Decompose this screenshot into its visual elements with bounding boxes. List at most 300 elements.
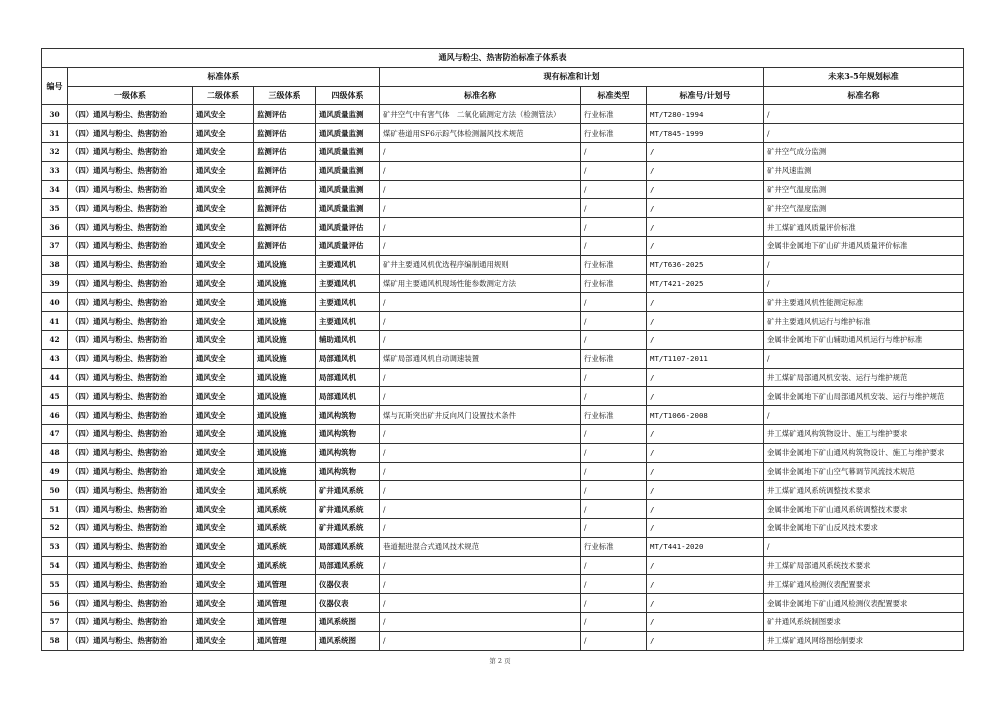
planned-standard-cell: 金属非金属地下矿山辅助通风机运行与维护标准 [764, 330, 964, 349]
row-number: 58 [42, 631, 68, 650]
level1-cell: （四）通风与粉尘、热害防治 [68, 462, 193, 481]
level4-cell: 通风质量监测 [316, 142, 380, 161]
level4-cell: 通风质量评估 [316, 236, 380, 255]
standard-type-cell: / [581, 387, 647, 406]
level4-cell: 通风质量监测 [316, 199, 380, 218]
row-number: 54 [42, 556, 68, 575]
standard-type-cell: / [581, 462, 647, 481]
table-row [42, 236, 964, 255]
column-header: 标准类型 [581, 86, 647, 105]
standard-name-cell: 矿井主要通风机优选程序编制通用规则 [380, 255, 581, 274]
row-number: 40 [42, 293, 68, 312]
table-row [42, 199, 964, 218]
level1-cell: （四）通风与粉尘、热害防治 [68, 199, 193, 218]
level1-cell: （四）通风与粉尘、热害防治 [68, 594, 193, 613]
row-number: 50 [42, 481, 68, 500]
table-row [42, 612, 964, 631]
standards-table [41, 48, 964, 651]
level4-cell: 通风系统图 [316, 631, 380, 650]
level2-cell: 通风安全 [193, 312, 254, 331]
table-row [42, 180, 964, 199]
level2-cell: 通风安全 [193, 537, 254, 556]
standard-name-cell: / [380, 594, 581, 613]
standard-type-cell: 行业标准 [581, 406, 647, 425]
table-row [42, 631, 964, 650]
table-row [42, 387, 964, 406]
row-number: 52 [42, 518, 68, 537]
level1-cell: （四）通风与粉尘、热害防治 [68, 330, 193, 349]
row-number: 53 [42, 537, 68, 556]
standard-code-cell: / [647, 612, 764, 631]
standard-name-cell: / [380, 481, 581, 500]
planned-standard-cell: 井工煤矿通风网络图绘制要求 [764, 631, 964, 650]
planned-standard-cell: 矿井通风系统制图要求 [764, 612, 964, 631]
planned-standard-cell: 矿井主要通风机运行与维护标准 [764, 312, 964, 331]
level1-cell: （四）通风与粉尘、热害防治 [68, 424, 193, 443]
planned-standard-cell: 矿井主要通风机性能测定标准 [764, 293, 964, 312]
standard-code-cell: MT/T441-2020 [647, 537, 764, 556]
level3-cell: 监测评估 [254, 142, 316, 161]
level4-cell: 辅助通风机 [316, 330, 380, 349]
standard-type-cell: 行业标准 [581, 124, 647, 143]
standard-code-cell: / [647, 387, 764, 406]
standard-type-cell: / [581, 594, 647, 613]
planned-standard-cell: / [764, 349, 964, 368]
standard-code-cell: MT/T636-2025 [647, 255, 764, 274]
standard-type-cell: / [581, 180, 647, 199]
table-row [42, 274, 964, 293]
row-number: 36 [42, 218, 68, 237]
standard-type-cell: / [581, 481, 647, 500]
standard-name-cell: 煤与瓦斯突出矿井反向风门设置技术条件 [380, 406, 581, 425]
standard-code-cell: / [647, 518, 764, 537]
table-row [42, 293, 964, 312]
table-title: 通风与粉尘、热害防治标准子体系表 [42, 49, 964, 68]
row-number: 34 [42, 180, 68, 199]
standard-type-cell: / [581, 142, 647, 161]
standard-code-cell: / [647, 368, 764, 387]
planned-standard-cell: 金属非金属地下矿山空气幕调节风流技术规范 [764, 462, 964, 481]
standard-name-cell: / [380, 142, 581, 161]
level1-cell: （四）通风与粉尘、热害防治 [68, 368, 193, 387]
standard-name-cell: / [380, 293, 581, 312]
level2-cell: 通风安全 [193, 594, 254, 613]
level4-cell: 通风质量监测 [316, 180, 380, 199]
level1-cell: （四）通风与粉尘、热害防治 [68, 274, 193, 293]
level3-cell: 监测评估 [254, 236, 316, 255]
table-row [42, 537, 964, 556]
level4-cell: 主要通风机 [316, 293, 380, 312]
planned-standard-cell: / [764, 255, 964, 274]
level3-cell: 通风系统 [254, 518, 316, 537]
standard-code-cell: MT/T845-1999 [647, 124, 764, 143]
standard-code-cell: / [647, 236, 764, 255]
level1-cell: （四）通风与粉尘、热害防治 [68, 481, 193, 500]
standard-name-cell: / [380, 556, 581, 575]
column-header: 一级体系 [68, 86, 193, 105]
planned-standard-cell: / [764, 105, 964, 124]
level2-cell: 通风安全 [193, 236, 254, 255]
level2-cell: 通风安全 [193, 443, 254, 462]
standard-type-cell: 行业标准 [581, 274, 647, 293]
row-number: 51 [42, 500, 68, 519]
planned-standard-cell: 金属非金属地下矿山通风系统调整技术要求 [764, 500, 964, 519]
level1-cell: （四）通风与粉尘、热害防治 [68, 312, 193, 331]
planned-standard-cell: / [764, 537, 964, 556]
level3-cell: 监测评估 [254, 105, 316, 124]
column-header: 四级体系 [316, 86, 380, 105]
table-row [42, 575, 964, 594]
level1-cell: （四）通风与粉尘、热害防治 [68, 443, 193, 462]
level1-cell: （四）通风与粉尘、热害防治 [68, 387, 193, 406]
level3-cell: 通风设施 [254, 255, 316, 274]
standard-type-cell: / [581, 368, 647, 387]
level2-cell: 通风安全 [193, 180, 254, 199]
level3-cell: 监测评估 [254, 199, 316, 218]
row-number: 45 [42, 387, 68, 406]
existing-standards-header: 现有标准和计划 [380, 67, 764, 86]
table-row [42, 330, 964, 349]
row-number: 31 [42, 124, 68, 143]
planned-standard-cell: 矿井风速监测 [764, 161, 964, 180]
standard-type-cell: / [581, 518, 647, 537]
table-row [42, 312, 964, 331]
level3-cell: 通风管理 [254, 612, 316, 631]
level3-cell: 通风设施 [254, 424, 316, 443]
standard-type-cell: / [581, 612, 647, 631]
level2-cell: 通风安全 [193, 274, 254, 293]
page-number: 第 2 页 [489, 657, 511, 665]
planned-standard-cell: 井工煤矿通风质量评价标准 [764, 218, 964, 237]
level4-cell: 通风构筑物 [316, 443, 380, 462]
standard-code-cell: / [647, 424, 764, 443]
standard-name-cell: / [380, 612, 581, 631]
standard-code-cell: / [647, 556, 764, 575]
level4-cell: 主要通风机 [316, 274, 380, 293]
planned-standard-cell: 井工煤矿局部通风机安装、运行与维护规范 [764, 368, 964, 387]
level4-cell: 通风质量评估 [316, 218, 380, 237]
level4-cell: 矿井通风系统 [316, 481, 380, 500]
column-header: 三级体系 [254, 86, 316, 105]
standard-code-cell: / [647, 312, 764, 331]
standard-type-cell: 行业标准 [581, 537, 647, 556]
level1-cell: （四）通风与粉尘、热害防治 [68, 612, 193, 631]
standard-name-cell: / [380, 575, 581, 594]
standard-code-cell: / [647, 575, 764, 594]
level3-cell: 通风设施 [254, 312, 316, 331]
row-number: 41 [42, 312, 68, 331]
planned-standard-cell: / [764, 406, 964, 425]
table-row [42, 500, 964, 519]
level1-cell: （四）通风与粉尘、热害防治 [68, 518, 193, 537]
standard-code-cell: / [647, 199, 764, 218]
row-number: 37 [42, 236, 68, 255]
standard-type-cell: / [581, 556, 647, 575]
planned-standard-cell: 矿井空气成分监测 [764, 142, 964, 161]
level2-cell: 通风安全 [193, 462, 254, 481]
standard-code-cell: / [647, 594, 764, 613]
planned-standard-cell: / [764, 124, 964, 143]
standard-name-cell: / [380, 312, 581, 331]
standard-name-cell: / [380, 387, 581, 406]
planned-standard-cell: 井工煤矿局部通风系统技术要求 [764, 556, 964, 575]
level3-cell: 通风设施 [254, 349, 316, 368]
row-number: 46 [42, 406, 68, 425]
level2-cell: 通风安全 [193, 424, 254, 443]
level2-cell: 通风安全 [193, 218, 254, 237]
row-number: 39 [42, 274, 68, 293]
level1-cell: （四）通风与粉尘、热害防治 [68, 218, 193, 237]
column-header: 二级体系 [193, 86, 254, 105]
standard-type-cell: / [581, 575, 647, 594]
standard-type-cell: / [581, 293, 647, 312]
table-row [42, 556, 964, 575]
column-header: 标准名称 [380, 86, 581, 105]
planned-standard-cell: 金属非金属地下矿山通风构筑物设计、施工与维护要求 [764, 443, 964, 462]
row-number: 56 [42, 594, 68, 613]
standard-code-cell: / [647, 293, 764, 312]
level1-cell: （四）通风与粉尘、热害防治 [68, 631, 193, 650]
table-row [42, 424, 964, 443]
row-number: 38 [42, 255, 68, 274]
planned-standard-cell: 金属非金属地下矿山反风技术要求 [764, 518, 964, 537]
index-header: 编号 [42, 67, 68, 105]
standard-name-cell: / [380, 443, 581, 462]
standard-type-cell: / [581, 631, 647, 650]
level2-cell: 通风安全 [193, 293, 254, 312]
level3-cell: 通风设施 [254, 368, 316, 387]
level1-cell: （四）通风与粉尘、热害防治 [68, 500, 193, 519]
standard-code-cell: / [647, 161, 764, 180]
standard-type-cell: / [581, 236, 647, 255]
level3-cell: 通风设施 [254, 387, 316, 406]
level4-cell: 矿井通风系统 [316, 500, 380, 519]
level1-cell: （四）通风与粉尘、热害防治 [68, 180, 193, 199]
level1-cell: （四）通风与粉尘、热害防治 [68, 537, 193, 556]
level1-cell: （四）通风与粉尘、热害防治 [68, 142, 193, 161]
row-number: 42 [42, 330, 68, 349]
standard-name-cell: / [380, 631, 581, 650]
standard-type-cell: / [581, 312, 647, 331]
table-row [42, 462, 964, 481]
level2-cell: 通风安全 [193, 575, 254, 594]
table-row [42, 443, 964, 462]
planned-standard-cell: 井工煤矿通风构筑物设计、施工与维护要求 [764, 424, 964, 443]
level3-cell: 通风系统 [254, 500, 316, 519]
level2-cell: 通风安全 [193, 481, 254, 500]
level3-cell: 监测评估 [254, 218, 316, 237]
standard-name-cell: 煤矿巷道用SF6示踪气体检测漏风技术规范 [380, 124, 581, 143]
level2-cell: 通风安全 [193, 349, 254, 368]
standard-code-cell: MT/T1066-2008 [647, 406, 764, 425]
level2-cell: 通风安全 [193, 105, 254, 124]
level2-cell: 通风安全 [193, 612, 254, 631]
level3-cell: 通风设施 [254, 462, 316, 481]
standard-name-cell: / [380, 199, 581, 218]
standard-code-cell: / [647, 180, 764, 199]
table-row [42, 368, 964, 387]
standard-name-cell: / [380, 424, 581, 443]
table-row [42, 481, 964, 500]
level2-cell: 通风安全 [193, 556, 254, 575]
standard-code-cell: / [647, 500, 764, 519]
standard-type-cell: / [581, 424, 647, 443]
standard-name-cell: / [380, 368, 581, 387]
table-row [42, 255, 964, 274]
standard-code-cell: MT/T280-1994 [647, 105, 764, 124]
standard-type-cell: / [581, 161, 647, 180]
level1-cell: （四）通风与粉尘、热害防治 [68, 105, 193, 124]
standard-name-cell: / [380, 518, 581, 537]
standard-name-cell: / [380, 330, 581, 349]
level4-cell: 局部通风机 [316, 368, 380, 387]
level1-cell: （四）通风与粉尘、热害防治 [68, 236, 193, 255]
row-number: 30 [42, 105, 68, 124]
level4-cell: 通风质量监测 [316, 124, 380, 143]
planned-standard-cell: 井工煤矿通风检测仪表配置要求 [764, 575, 964, 594]
planned-standard-cell: 金属非金属地下矿山矿井通风质量评价标准 [764, 236, 964, 255]
level2-cell: 通风安全 [193, 406, 254, 425]
table-row [42, 161, 964, 180]
level4-cell: 局部通风机 [316, 349, 380, 368]
table-row [42, 518, 964, 537]
level1-cell: （四）通风与粉尘、热害防治 [68, 161, 193, 180]
standard-name-cell: 矿井空气中有害气体 二氧化硫测定方法（检测管法） [380, 105, 581, 124]
row-number: 49 [42, 462, 68, 481]
level3-cell: 监测评估 [254, 124, 316, 143]
standard-code-cell: / [647, 481, 764, 500]
standard-system-header: 标准体系 [68, 67, 380, 86]
row-number: 35 [42, 199, 68, 218]
level1-cell: （四）通风与粉尘、热害防治 [68, 406, 193, 425]
row-number: 44 [42, 368, 68, 387]
level4-cell: 仪器仪表 [316, 575, 380, 594]
future-standards-header: 未来3-5年规划标准 [764, 67, 964, 86]
level2-cell: 通风安全 [193, 161, 254, 180]
level2-cell: 通风安全 [193, 142, 254, 161]
level3-cell: 通风系统 [254, 481, 316, 500]
level2-cell: 通风安全 [193, 631, 254, 650]
planned-standard-cell: 矿井空气湿度监测 [764, 199, 964, 218]
row-number: 33 [42, 161, 68, 180]
standard-code-cell: / [647, 142, 764, 161]
standard-code-cell: / [647, 330, 764, 349]
row-number: 43 [42, 349, 68, 368]
standard-code-cell: / [647, 631, 764, 650]
planned-standard-cell: 金属非金属地下矿山局部通风机安装、运行与维护规范 [764, 387, 964, 406]
table-body [42, 105, 964, 650]
column-header: 标准名称 [764, 86, 964, 105]
standard-name-cell: 煤矿局部通风机自动调速装置 [380, 349, 581, 368]
table-row [42, 124, 964, 143]
standard-code-cell: MT/T421-2025 [647, 274, 764, 293]
level4-cell: 通风系统图 [316, 612, 380, 631]
level1-cell: （四）通风与粉尘、热害防治 [68, 556, 193, 575]
level2-cell: 通风安全 [193, 330, 254, 349]
level4-cell: 主要通风机 [316, 255, 380, 274]
standard-name-cell: / [380, 236, 581, 255]
standard-code-cell: / [647, 462, 764, 481]
standard-name-cell: / [380, 218, 581, 237]
standard-name-cell: / [380, 462, 581, 481]
level3-cell: 通风管理 [254, 575, 316, 594]
standard-name-cell: / [380, 500, 581, 519]
standard-code-cell: MT/T1107-2011 [647, 349, 764, 368]
level4-cell: 通风构筑物 [316, 406, 380, 425]
level3-cell: 通风管理 [254, 631, 316, 650]
level1-cell: （四）通风与粉尘、热害防治 [68, 124, 193, 143]
level3-cell: 通风设施 [254, 274, 316, 293]
level1-cell: （四）通风与粉尘、热害防治 [68, 575, 193, 594]
level4-cell: 局部通风系统 [316, 537, 380, 556]
planned-standard-cell: / [764, 274, 964, 293]
level3-cell: 通风设施 [254, 406, 316, 425]
standard-name-cell: / [380, 180, 581, 199]
table-row [42, 218, 964, 237]
level2-cell: 通风安全 [193, 500, 254, 519]
level4-cell: 通风构筑物 [316, 424, 380, 443]
table-row [42, 105, 964, 124]
level3-cell: 通风系统 [254, 537, 316, 556]
level3-cell: 通风管理 [254, 594, 316, 613]
table-row [42, 406, 964, 425]
row-number: 32 [42, 142, 68, 161]
level3-cell: 通风设施 [254, 293, 316, 312]
standard-type-cell: 行业标准 [581, 105, 647, 124]
level2-cell: 通风安全 [193, 255, 254, 274]
level2-cell: 通风安全 [193, 387, 254, 406]
standard-name-cell: 煤矿用主要通风机现场性能参数测定方法 [380, 274, 581, 293]
planned-standard-cell: 金属非金属地下矿山通风检测仪表配置要求 [764, 594, 964, 613]
row-number: 55 [42, 575, 68, 594]
standard-code-cell: / [647, 218, 764, 237]
level2-cell: 通风安全 [193, 199, 254, 218]
table-row [42, 142, 964, 161]
table-row [42, 594, 964, 613]
level3-cell: 通风设施 [254, 330, 316, 349]
level4-cell: 主要通风机 [316, 312, 380, 331]
level4-cell: 通风构筑物 [316, 462, 380, 481]
planned-standard-cell: 矿井空气温度监测 [764, 180, 964, 199]
level3-cell: 通风系统 [254, 556, 316, 575]
level4-cell: 通风质量监测 [316, 161, 380, 180]
standard-type-cell: 行业标准 [581, 255, 647, 274]
standard-name-cell: 巷道掘进混合式通风技术规范 [380, 537, 581, 556]
planned-standard-cell: 井工煤矿通风系统调整技术要求 [764, 481, 964, 500]
standard-name-cell: / [380, 161, 581, 180]
level3-cell: 通风设施 [254, 443, 316, 462]
level4-cell: 局部通风机 [316, 387, 380, 406]
level2-cell: 通风安全 [193, 518, 254, 537]
level1-cell: （四）通风与粉尘、热害防治 [68, 349, 193, 368]
level4-cell: 矿井通风系统 [316, 518, 380, 537]
standard-type-cell: 行业标准 [581, 349, 647, 368]
level2-cell: 通风安全 [193, 368, 254, 387]
level2-cell: 通风安全 [193, 124, 254, 143]
standard-code-cell: / [647, 443, 764, 462]
standard-type-cell: / [581, 330, 647, 349]
standard-type-cell: / [581, 443, 647, 462]
level1-cell: （四）通风与粉尘、热害防治 [68, 255, 193, 274]
level1-cell: （四）通风与粉尘、热害防治 [68, 293, 193, 312]
row-number: 57 [42, 612, 68, 631]
level4-cell: 局部通风系统 [316, 556, 380, 575]
standard-type-cell: / [581, 500, 647, 519]
level3-cell: 监测评估 [254, 180, 316, 199]
level4-cell: 通风质量监测 [316, 105, 380, 124]
level4-cell: 仪器仪表 [316, 594, 380, 613]
standard-type-cell: / [581, 199, 647, 218]
